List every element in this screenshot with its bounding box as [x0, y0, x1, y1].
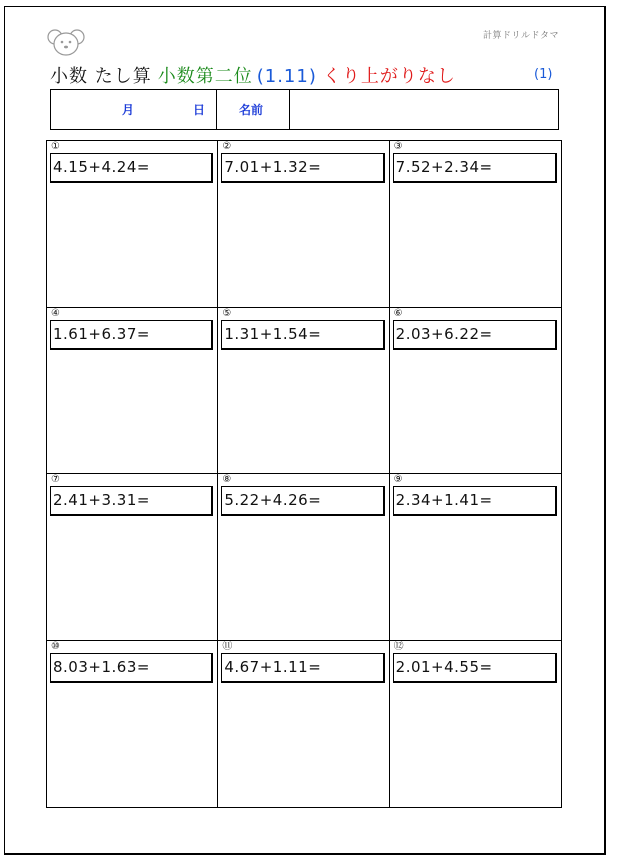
brand-label: 計算ドリルドタマ [482, 31, 559, 41]
problem-number: ⑦ [51, 474, 60, 485]
title-topic: 小数 たし算 [50, 66, 152, 87]
problem-expression: 7.52+2.34= [393, 153, 557, 183]
problem-number: ② [222, 141, 232, 152]
problem-number: ⑩ [51, 640, 60, 652]
problem-number: ⑥ [393, 307, 403, 319]
title-level: 小数第二位 [157, 66, 253, 87]
date-field[interactable] [51, 90, 217, 129]
sheet-number: (1) [534, 67, 553, 82]
problem-number: ④ [51, 307, 60, 319]
problem-expression: 8.03+1.63= [50, 653, 213, 683]
problem-number: ① [51, 141, 60, 152]
problem-cell[interactable] [390, 308, 561, 475]
problem-number: ⑤ [222, 307, 232, 319]
name-label: 名前 [239, 103, 264, 117]
name-field[interactable] [290, 90, 558, 129]
problem-expression: 2.41+3.31= [50, 486, 213, 516]
title-example: (1.11) [256, 66, 317, 87]
problem-expression: 2.34+1.41= [393, 486, 557, 516]
problem-number: ⑫ [393, 640, 404, 652]
problem-expression: 2.03+6.22= [393, 320, 557, 350]
problem-number: ③ [393, 141, 403, 152]
problem-cell[interactable] [47, 141, 218, 308]
month-label: 月 [122, 103, 135, 117]
mouse-logo-icon [46, 26, 86, 58]
problem-expression: 5.22+4.26= [221, 486, 384, 516]
page-title [50, 62, 456, 88]
problem-cell[interactable] [47, 308, 218, 475]
problem-cell[interactable] [390, 141, 561, 308]
problem-expression: 2.01+4.55= [393, 653, 557, 683]
problem-expression: 1.31+1.54= [221, 320, 384, 350]
problem-expression: 1.61+6.37= [50, 320, 213, 350]
problem-cell[interactable] [390, 474, 561, 641]
problem-expression: 7.01+1.32= [221, 153, 384, 183]
problem-expression: 4.67+1.11= [221, 653, 384, 683]
info-table [50, 89, 559, 130]
problem-grid [46, 140, 562, 808]
day-label: 日 [193, 103, 206, 117]
title-condition: くり上がりなし [322, 66, 456, 87]
problem-cell[interactable] [47, 641, 218, 808]
problem-cell[interactable] [47, 474, 218, 641]
problem-cell[interactable] [218, 141, 389, 308]
problem-cell[interactable] [218, 641, 389, 808]
problem-number: ⑨ [393, 474, 403, 485]
problem-cell[interactable] [390, 641, 561, 808]
problem-cell[interactable] [218, 308, 389, 475]
problem-cell[interactable] [218, 474, 389, 641]
problem-number: ⑧ [222, 474, 232, 485]
name-label-cell [217, 90, 290, 129]
problem-number: ⑪ [222, 640, 233, 652]
problem-expression: 4.15+4.24= [50, 153, 213, 183]
